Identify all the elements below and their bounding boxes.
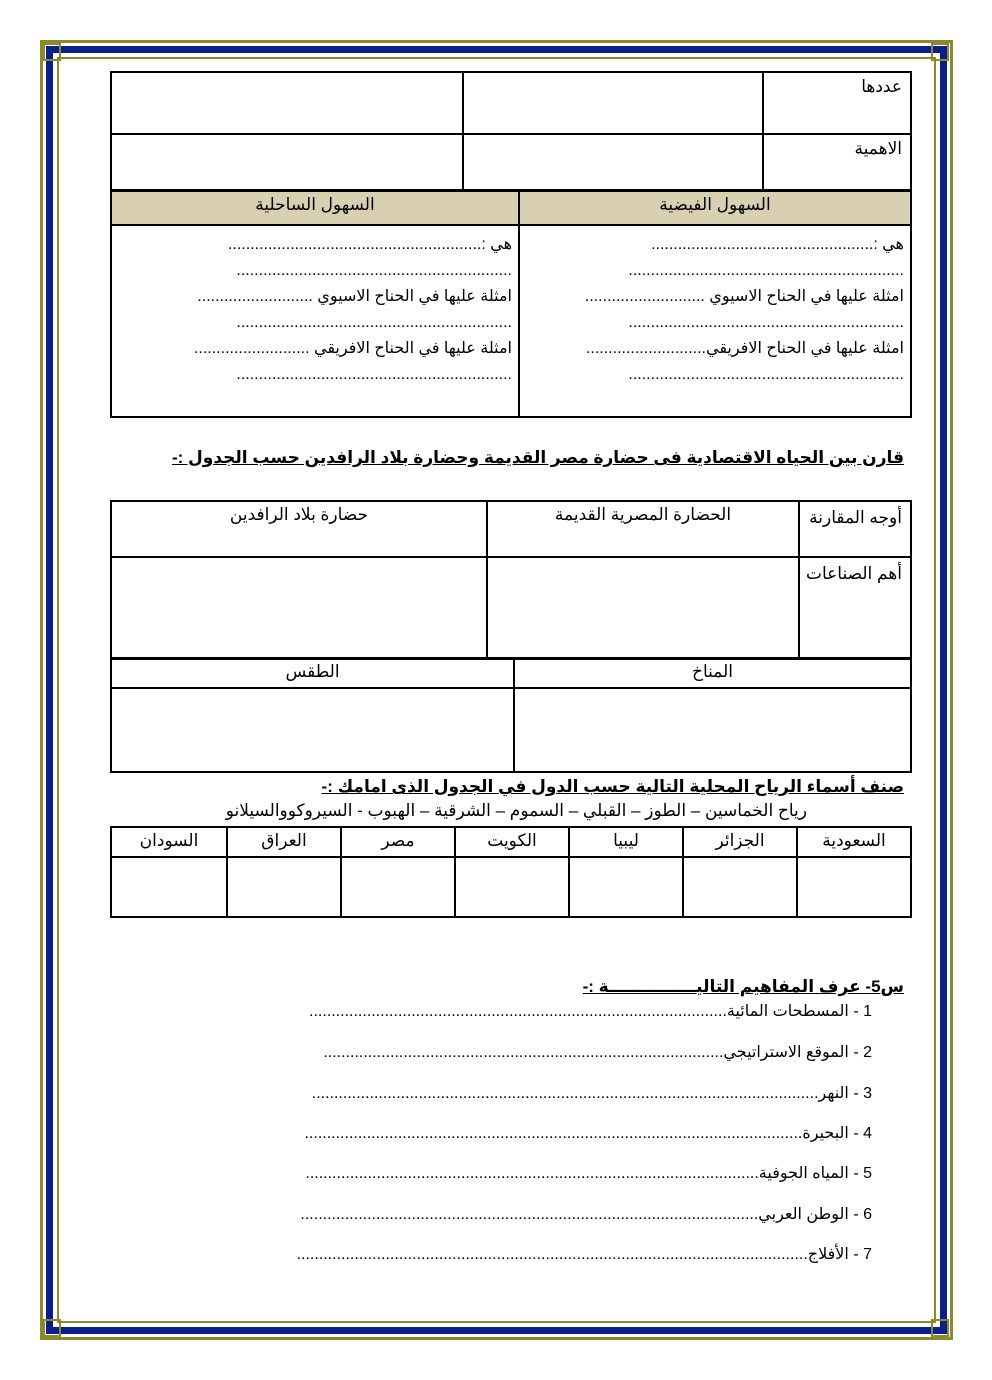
definition-text: الموقع الاستراتيجي.......................................................................................... <box>323 1044 849 1061</box>
header-ancient-egypt: الحضارة المصرية القديمة <box>487 501 799 557</box>
header-mesopotamia: حضارة بلاد الرافدين <box>111 501 487 557</box>
header-aspects: أوجه المقارنة <box>799 501 911 557</box>
answer-line: .............................................................. <box>628 314 904 331</box>
definition-item[interactable]: 4 - البحيرة................................................................................................................ <box>304 1125 872 1142</box>
winds-question-heading: صنف أسماء الرياح المحلية التالية حسب الدول في الجدول الذى امامك :- <box>321 777 904 796</box>
answer-cell[interactable] <box>797 857 911 917</box>
flood-plains-answer-area[interactable] <box>519 225 911 417</box>
winds-list: رياح الخماسين – الطوز – القبلي – السموم – الشرقية – الهبوب - السيروكووالسيلانو <box>225 801 807 820</box>
header-coastal-plains: السهول الساحلية <box>111 191 519 225</box>
answer-cell[interactable] <box>463 134 763 190</box>
answer-cell[interactable] <box>569 857 683 917</box>
answer-line: امثلة عليها في الحناح الاسيوي ........................... <box>584 288 904 305</box>
answer-cell[interactable] <box>227 857 341 917</box>
definition-item[interactable]: 5 - المياه الجوفية...................................................................................................... <box>305 1165 872 1182</box>
answer-line: .............................................................. <box>236 262 512 279</box>
header-country: العراق <box>227 827 341 857</box>
definition-item[interactable]: 2 - الموقع الاستراتيجي.......................................................................................... <box>323 1044 872 1061</box>
header-country: الجزائر <box>683 827 797 857</box>
header-country: مصر <box>341 827 455 857</box>
definition-text: الوطن العربي....................................................................................................... <box>300 1206 849 1223</box>
definition-number: 3 <box>863 1085 872 1102</box>
answer-cell[interactable] <box>111 134 463 190</box>
definition-text: البحيرة................................................................................................................ <box>304 1125 849 1142</box>
corner-ornament <box>931 1319 949 1337</box>
header-climate: المناخ <box>514 658 911 688</box>
definition-number: 1 <box>863 1003 872 1020</box>
plains-table <box>110 190 912 418</box>
answer-cell[interactable] <box>487 557 799 659</box>
answer-cell[interactable] <box>111 557 487 659</box>
answer-line: امثلة عليها في الحناح الاسيوي .......................... <box>197 288 512 305</box>
climate-weather-table <box>110 657 912 773</box>
header-flood-plains: السهول الفيضية <box>519 191 911 225</box>
answer-cell[interactable] <box>463 72 763 134</box>
definition-text: المسطحات المائية.............................................................................................. <box>309 1003 849 1020</box>
definition-text: الأفلاج................................................................................................................... <box>296 1246 849 1263</box>
definition-number: 7 <box>863 1246 872 1263</box>
coastal-plains-answer-area[interactable] <box>111 225 519 417</box>
definition-number: 5 <box>863 1165 872 1182</box>
countries-winds-table <box>110 826 912 918</box>
header-country: السودان <box>111 827 227 857</box>
answer-line: .............................................................. <box>628 366 904 383</box>
definition-text: المياه الجوفية...................................................................................................... <box>305 1165 849 1182</box>
row-label-industries: أهم الصناعات <box>799 557 911 659</box>
corner-ornament <box>43 1319 61 1337</box>
answer-line: .............................................................. <box>236 366 512 383</box>
civilizations-comparison-table <box>110 500 912 660</box>
answer-cell[interactable] <box>341 857 455 917</box>
answer-line: هي :......................................................... <box>227 236 512 253</box>
definition-item[interactable]: 3 - النهر.................................................................................................................. <box>311 1085 872 1102</box>
row-label-count: عددها <box>763 72 911 134</box>
corner-ornament <box>43 43 61 61</box>
answer-cell[interactable] <box>111 72 463 134</box>
answer-cell[interactable] <box>683 857 797 917</box>
answer-line: .............................................................. <box>628 262 904 279</box>
answer-line: امثلة عليها في الحناح الافريقي .......................... <box>193 340 512 357</box>
definition-text: النهر.................................................................................................................. <box>311 1085 849 1102</box>
count-importance-table <box>110 71 912 191</box>
definitions-question-heading: س5- عرف المفاهيم التاليـــــــــــــــة :- <box>582 977 904 996</box>
answer-cell[interactable] <box>111 857 227 917</box>
definition-item[interactable]: 7 - الأفلاج................................................................................................................... <box>296 1246 872 1263</box>
definition-number: 2 <box>863 1044 872 1061</box>
row-label-importance: الاهمية <box>763 134 911 190</box>
answer-line: هي :.................................................. <box>651 236 904 253</box>
definition-item[interactable]: 1 - المسطحات المائية.............................................................................................. <box>309 1003 872 1020</box>
compare-question-heading: قارن بين الحياه الاقتصادية فى حضارة مصر القديمة وحضارة بلاد الرافدين حسب الجدول :- <box>171 448 904 467</box>
answer-line: امثلة عليها في الحناح الافريقي........................... <box>585 340 904 357</box>
answer-line: .............................................................. <box>236 314 512 331</box>
header-country: ليبيا <box>569 827 683 857</box>
definition-item[interactable]: 6 - الوطن العربي....................................................................................................... <box>300 1206 872 1223</box>
header-country: السعودية <box>797 827 911 857</box>
definition-number: 4 <box>863 1125 872 1142</box>
header-weather: الطقس <box>111 658 514 688</box>
answer-cell[interactable] <box>111 688 514 772</box>
definition-number: 6 <box>863 1206 872 1223</box>
answer-cell[interactable] <box>514 688 911 772</box>
corner-ornament <box>931 43 949 61</box>
header-country: الكويت <box>455 827 569 857</box>
answer-cell[interactable] <box>455 857 569 917</box>
